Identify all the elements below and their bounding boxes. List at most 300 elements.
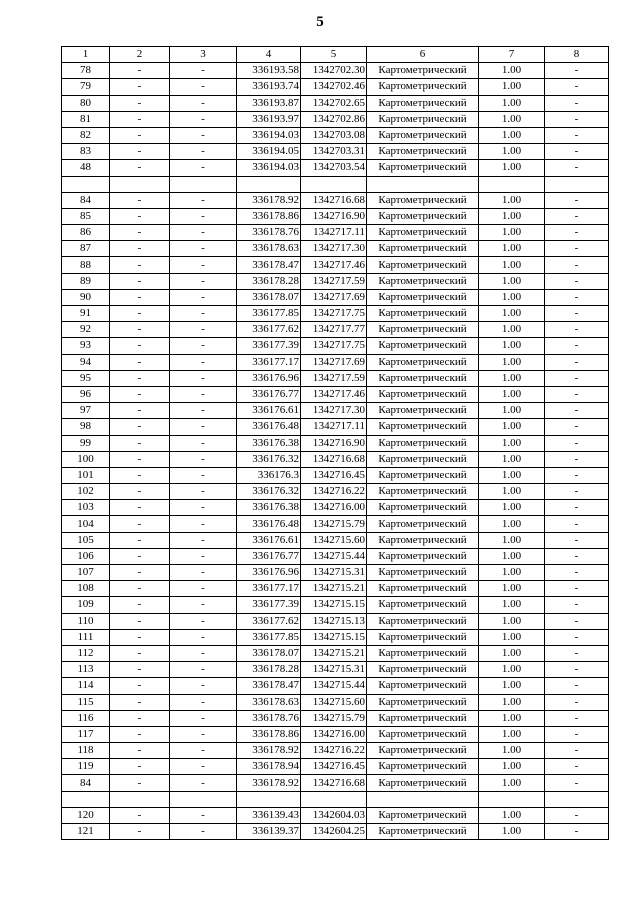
table-cell-col-4: 336139.37 [237, 824, 301, 840]
table-row [62, 500, 609, 516]
table-cell-col-8: - [545, 241, 609, 257]
table-cell-col-7: 1.00 [479, 743, 545, 759]
table-cell-col-1: 92 [62, 322, 110, 338]
table-header-row [62, 47, 609, 63]
table-row [62, 225, 609, 241]
table-cell-col-1: 100 [62, 451, 110, 467]
table-cell-col-8: - [545, 419, 609, 435]
table-cell-col-8: - [545, 500, 609, 516]
table-row [62, 419, 609, 435]
column-header-6: 6 [367, 47, 479, 63]
table-cell-col-2: - [110, 127, 170, 143]
table-cell-col-5: 1342703.08 [301, 127, 367, 143]
table-cell-col-4 [237, 791, 301, 807]
table-cell-col-2: - [110, 597, 170, 613]
table-cell-col-1: 82 [62, 127, 110, 143]
table-cell-col-6: Картометрический [367, 581, 479, 597]
table-cell-col-7: 1.00 [479, 678, 545, 694]
table-cell-col-6 [367, 791, 479, 807]
table-row [62, 451, 609, 467]
table-cell-col-5: 1342717.46 [301, 386, 367, 402]
table-cell-col-8: - [545, 532, 609, 548]
table-cell-col-1: 101 [62, 467, 110, 483]
table-cell-col-3 [170, 176, 237, 192]
table-cell-col-4: 336176.61 [237, 532, 301, 548]
table-cell-col-7: 1.00 [479, 208, 545, 224]
table-cell-col-4: 336176.77 [237, 386, 301, 402]
table-cell-col-7: 1.00 [479, 759, 545, 775]
table-cell-col-5: 1342716.00 [301, 726, 367, 742]
table-cell-col-5: 1342717.59 [301, 273, 367, 289]
table-cell-col-1: 116 [62, 710, 110, 726]
table-row [62, 435, 609, 451]
table-cell-col-6: Картометрический [367, 79, 479, 95]
table-cell-col-5: 1342717.11 [301, 225, 367, 241]
table-cell-col-6: Картометрический [367, 160, 479, 176]
table-cell-col-8: - [545, 273, 609, 289]
table-cell-col-5: 1342717.59 [301, 370, 367, 386]
table-cell-col-2: - [110, 710, 170, 726]
table-cell-col-1: 84 [62, 775, 110, 791]
table-cell-col-8: - [545, 192, 609, 208]
table-cell-col-2: - [110, 63, 170, 79]
table-cell-col-8: - [545, 435, 609, 451]
table-cell-col-3: - [170, 743, 237, 759]
table-row [62, 710, 609, 726]
table-cell-col-7: 1.00 [479, 338, 545, 354]
table-row [62, 192, 609, 208]
table-cell-col-4: 336178.92 [237, 743, 301, 759]
table-cell-col-5: 1342715.79 [301, 516, 367, 532]
table-cell-col-7: 1.00 [479, 403, 545, 419]
table-cell-col-2: - [110, 95, 170, 111]
table-cell-col-8: - [545, 581, 609, 597]
table-cell-col-1: 117 [62, 726, 110, 742]
table-cell-col-3: - [170, 111, 237, 127]
table-cell-col-2 [110, 791, 170, 807]
table-cell-col-5: 1342716.90 [301, 435, 367, 451]
table-cell-col-6: Картометрический [367, 403, 479, 419]
table-cell-col-5: 1342715.79 [301, 710, 367, 726]
table-cell-col-8: - [545, 370, 609, 386]
table-cell-col-6: Картометрический [367, 257, 479, 273]
table-row [62, 824, 609, 840]
table-cell-col-3: - [170, 273, 237, 289]
table-cell-col-5: 1342716.90 [301, 208, 367, 224]
table-cell-col-2: - [110, 225, 170, 241]
table-row [62, 613, 609, 629]
table-cell-col-3: - [170, 532, 237, 548]
table-cell-col-7 [479, 176, 545, 192]
table-cell-col-4: 336193.97 [237, 111, 301, 127]
table-cell-col-5: 1342604.25 [301, 824, 367, 840]
table-cell-col-4: 336176.38 [237, 500, 301, 516]
table-cell-col-2 [110, 176, 170, 192]
table-row [62, 79, 609, 95]
table-cell-col-6: Картометрический [367, 354, 479, 370]
table-separator-row [62, 176, 609, 192]
table-cell-col-8: - [545, 208, 609, 224]
table-cell-col-4: 336176.38 [237, 435, 301, 451]
table-row [62, 662, 609, 678]
table-cell-col-7: 1.00 [479, 694, 545, 710]
table-cell-col-3: - [170, 726, 237, 742]
table-cell-col-3: - [170, 759, 237, 775]
table-cell-col-2: - [110, 160, 170, 176]
table-cell-col-3: - [170, 678, 237, 694]
table-cell-col-6: Картометрический [367, 548, 479, 564]
table-cell-col-6: Картометрический [367, 629, 479, 645]
table-cell-col-5: 1342717.11 [301, 419, 367, 435]
table-cell-col-2: - [110, 694, 170, 710]
table-cell-col-6: Картометрический [367, 95, 479, 111]
table-cell-col-4: 336178.92 [237, 192, 301, 208]
table-cell-col-8: - [545, 322, 609, 338]
table-cell-col-2: - [110, 192, 170, 208]
table-cell-col-8: - [545, 694, 609, 710]
table-cell-col-4: 336176.96 [237, 565, 301, 581]
table-cell-col-4: 336178.47 [237, 257, 301, 273]
table-cell-col-1: 109 [62, 597, 110, 613]
table-cell-col-2: - [110, 338, 170, 354]
table-cell-col-5: 1342715.15 [301, 629, 367, 645]
table-cell-col-3: - [170, 79, 237, 95]
table-cell-col-2: - [110, 273, 170, 289]
table-cell-col-6: Картометрический [367, 678, 479, 694]
table-cell-col-8: - [545, 613, 609, 629]
table-cell-col-5: 1342702.46 [301, 79, 367, 95]
table-cell-col-4: 336177.85 [237, 629, 301, 645]
table-cell-col-3: - [170, 435, 237, 451]
table-cell-col-1: 81 [62, 111, 110, 127]
table-cell-col-4: 336178.94 [237, 759, 301, 775]
table-cell-col-1: 96 [62, 386, 110, 402]
table-cell-col-7: 1.00 [479, 241, 545, 257]
table-cell-col-7: 1.00 [479, 144, 545, 160]
table-cell-col-7: 1.00 [479, 500, 545, 516]
table-separator-row [62, 791, 609, 807]
table-cell-col-4: 336177.62 [237, 322, 301, 338]
table-cell-col-1: 83 [62, 144, 110, 160]
table-cell-col-4: 336139.43 [237, 807, 301, 823]
table-cell-col-7: 1.00 [479, 565, 545, 581]
table-cell-col-1 [62, 791, 110, 807]
table-cell-col-5: 1342716.45 [301, 759, 367, 775]
table-cell-col-7: 1.00 [479, 257, 545, 273]
column-header-5: 5 [301, 47, 367, 63]
table-cell-col-4: 336193.58 [237, 63, 301, 79]
table-cell-col-1: 88 [62, 257, 110, 273]
table-cell-col-5: 1342715.44 [301, 678, 367, 694]
table-cell-col-6: Картометрический [367, 743, 479, 759]
table-cell-col-3: - [170, 306, 237, 322]
table-cell-col-7: 1.00 [479, 79, 545, 95]
table-cell-col-5: 1342716.68 [301, 192, 367, 208]
table-cell-col-1: 87 [62, 241, 110, 257]
table-cell-col-4: 336176.48 [237, 419, 301, 435]
column-header-2: 2 [110, 47, 170, 63]
table-cell-col-3: - [170, 370, 237, 386]
table-cell-col-8: - [545, 597, 609, 613]
table-row [62, 807, 609, 823]
table-cell-col-6: Картометрический [367, 306, 479, 322]
table-cell-col-4: 336178.76 [237, 710, 301, 726]
table-cell-col-2: - [110, 241, 170, 257]
table-cell-col-1: 115 [62, 694, 110, 710]
table-cell-col-1: 86 [62, 225, 110, 241]
table-cell-col-6: Картометрический [367, 726, 479, 742]
table-cell-col-2: - [110, 386, 170, 402]
table-cell-col-1: 80 [62, 95, 110, 111]
table-cell-col-5: 1342715.31 [301, 565, 367, 581]
table-cell-col-7: 1.00 [479, 354, 545, 370]
column-header-7: 7 [479, 47, 545, 63]
table-cell-col-8: - [545, 354, 609, 370]
table-cell-col-3: - [170, 694, 237, 710]
table-cell-col-1: 118 [62, 743, 110, 759]
table-cell-col-1: 113 [62, 662, 110, 678]
table-row [62, 160, 609, 176]
table-cell-col-5: 1342717.46 [301, 257, 367, 273]
column-header-4: 4 [237, 47, 301, 63]
table-cell-col-7: 1.00 [479, 225, 545, 241]
coordinates-table [61, 46, 609, 840]
table-cell-col-7 [479, 791, 545, 807]
table-cell-col-7: 1.00 [479, 370, 545, 386]
table-cell-col-7: 1.00 [479, 111, 545, 127]
table-cell-col-4: 336193.74 [237, 79, 301, 95]
table-cell-col-3: - [170, 354, 237, 370]
table-row [62, 370, 609, 386]
table-cell-col-6: Картометрический [367, 111, 479, 127]
table-cell-col-6: Картометрический [367, 322, 479, 338]
table-cell-col-2: - [110, 403, 170, 419]
table-cell-col-2: - [110, 79, 170, 95]
table-cell-col-2: - [110, 516, 170, 532]
table-cell-col-6: Картометрический [367, 565, 479, 581]
table-cell-col-6: Картометрический [367, 338, 479, 354]
table-row [62, 257, 609, 273]
table-cell-col-8: - [545, 403, 609, 419]
table-cell-col-5: 1342715.13 [301, 613, 367, 629]
table-cell-col-2: - [110, 451, 170, 467]
table-cell-col-8: - [545, 306, 609, 322]
table-cell-col-4: 336178.47 [237, 678, 301, 694]
table-cell-col-1: 93 [62, 338, 110, 354]
table-cell-col-6 [367, 176, 479, 192]
table-cell-col-6: Картометрический [367, 241, 479, 257]
table-cell-col-3 [170, 791, 237, 807]
table-cell-col-2: - [110, 306, 170, 322]
table-cell-col-3: - [170, 548, 237, 564]
table-cell-col-2: - [110, 419, 170, 435]
table-cell-col-5 [301, 791, 367, 807]
table-cell-col-3: - [170, 662, 237, 678]
table-cell-col-4: 336194.03 [237, 127, 301, 143]
table-cell-col-6: Картометрический [367, 225, 479, 241]
table-cell-col-6: Картометрический [367, 613, 479, 629]
table-cell-col-1: 78 [62, 63, 110, 79]
table-row [62, 63, 609, 79]
table-cell-col-1: 107 [62, 565, 110, 581]
table-cell-col-5: 1342604.03 [301, 807, 367, 823]
table-cell-col-4 [237, 176, 301, 192]
table-cell-col-2: - [110, 565, 170, 581]
table-cell-col-8: - [545, 710, 609, 726]
table-cell-col-2: - [110, 678, 170, 694]
table-cell-col-5: 1342717.30 [301, 403, 367, 419]
table-cell-col-4: 336177.85 [237, 306, 301, 322]
table-cell-col-4: 336177.39 [237, 338, 301, 354]
table-cell-col-8: - [545, 726, 609, 742]
table-cell-col-8: - [545, 386, 609, 402]
table-row [62, 403, 609, 419]
table-cell-col-7: 1.00 [479, 662, 545, 678]
table-cell-col-6: Картометрический [367, 645, 479, 661]
table-cell-col-8: - [545, 484, 609, 500]
table-cell-col-8: - [545, 565, 609, 581]
table-cell-col-2: - [110, 500, 170, 516]
table-cell-col-7: 1.00 [479, 386, 545, 402]
table-cell-col-4: 336176.3 [237, 467, 301, 483]
table-cell-col-5: 1342716.22 [301, 743, 367, 759]
table-cell-col-4: 336178.63 [237, 694, 301, 710]
table-cell-col-2: - [110, 354, 170, 370]
table-cell-col-3: - [170, 192, 237, 208]
table-row [62, 289, 609, 305]
table-row [62, 565, 609, 581]
table-row [62, 95, 609, 111]
table-cell-col-7: 1.00 [479, 548, 545, 564]
table-cell-col-3: - [170, 386, 237, 402]
table-cell-col-3: - [170, 775, 237, 791]
table-cell-col-3: - [170, 322, 237, 338]
table-cell-col-2: - [110, 662, 170, 678]
table-cell-col-2: - [110, 370, 170, 386]
table-cell-col-8: - [545, 807, 609, 823]
table-cell-col-5: 1342715.44 [301, 548, 367, 564]
table-cell-col-1: 95 [62, 370, 110, 386]
table-cell-col-5: 1342702.65 [301, 95, 367, 111]
table-cell-col-8: - [545, 678, 609, 694]
table-cell-col-8 [545, 791, 609, 807]
table-cell-col-7: 1.00 [479, 467, 545, 483]
table-cell-col-1: 84 [62, 192, 110, 208]
table-cell-col-8: - [545, 95, 609, 111]
table-cell-col-6: Картометрический [367, 467, 479, 483]
table-cell-col-6: Картометрический [367, 775, 479, 791]
table-cell-col-7: 1.00 [479, 192, 545, 208]
table-cell-col-3: - [170, 629, 237, 645]
table-cell-col-5: 1342715.31 [301, 662, 367, 678]
table-cell-col-8: - [545, 824, 609, 840]
table-cell-col-6: Картометрический [367, 435, 479, 451]
table-cell-col-5: 1342715.21 [301, 581, 367, 597]
table-cell-col-8: - [545, 743, 609, 759]
table-cell-col-5: 1342716.68 [301, 775, 367, 791]
table-cell-col-1: 110 [62, 613, 110, 629]
table-row [62, 775, 609, 791]
table-cell-col-7: 1.00 [479, 95, 545, 111]
table-cell-col-1 [62, 176, 110, 192]
table-cell-col-5: 1342716.22 [301, 484, 367, 500]
table-cell-col-5: 1342717.77 [301, 322, 367, 338]
table-cell-col-6: Картометрический [367, 484, 479, 500]
table-cell-col-1: 108 [62, 581, 110, 597]
table-cell-col-7: 1.00 [479, 613, 545, 629]
table-cell-col-6: Картометрический [367, 63, 479, 79]
table-cell-col-8: - [545, 759, 609, 775]
table-cell-col-7: 1.00 [479, 322, 545, 338]
table-cell-col-2: - [110, 208, 170, 224]
table-row [62, 645, 609, 661]
table-cell-col-3: - [170, 63, 237, 79]
table-cell-col-6: Картометрический [367, 370, 479, 386]
table-row [62, 743, 609, 759]
table-cell-col-1: 102 [62, 484, 110, 500]
table-row [62, 581, 609, 597]
table-row [62, 386, 609, 402]
table-cell-col-4: 336178.07 [237, 289, 301, 305]
table-cell-col-6: Картометрический [367, 759, 479, 775]
table-cell-col-2: - [110, 759, 170, 775]
table-cell-col-2: - [110, 645, 170, 661]
table-row [62, 532, 609, 548]
table-cell-col-1: 103 [62, 500, 110, 516]
table-cell-col-4: 336194.03 [237, 160, 301, 176]
table-cell-col-5: 1342716.45 [301, 467, 367, 483]
table-cell-col-8 [545, 176, 609, 192]
table-cell-col-2: - [110, 629, 170, 645]
table-cell-col-1: 112 [62, 645, 110, 661]
table-cell-col-1: 120 [62, 807, 110, 823]
table-cell-col-1: 91 [62, 306, 110, 322]
table-cell-col-1: 111 [62, 629, 110, 645]
table-cell-col-1: 85 [62, 208, 110, 224]
table-cell-col-6: Картометрический [367, 597, 479, 613]
table-cell-col-4: 336178.07 [237, 645, 301, 661]
table-cell-col-4: 336178.86 [237, 726, 301, 742]
table-cell-col-3: - [170, 484, 237, 500]
table-cell-col-1: 90 [62, 289, 110, 305]
table-cell-col-5: 1342702.30 [301, 63, 367, 79]
table-cell-col-1: 114 [62, 678, 110, 694]
table-cell-col-1: 79 [62, 79, 110, 95]
table-cell-col-8: - [545, 63, 609, 79]
table-cell-col-4: 336178.86 [237, 208, 301, 224]
table-cell-col-6: Картометрический [367, 662, 479, 678]
table-cell-col-6: Картометрический [367, 419, 479, 435]
page-number: 5 [316, 14, 324, 30]
table-cell-col-6: Картометрический [367, 192, 479, 208]
table-cell-col-1: 99 [62, 435, 110, 451]
table-cell-col-8: - [545, 79, 609, 95]
table-cell-col-4: 336177.17 [237, 581, 301, 597]
table-cell-col-6: Картометрический [367, 710, 479, 726]
table-cell-col-5: 1342715.15 [301, 597, 367, 613]
table-cell-col-3: - [170, 225, 237, 241]
table-cell-col-7: 1.00 [479, 289, 545, 305]
table-cell-col-2: - [110, 484, 170, 500]
table-cell-col-3: - [170, 208, 237, 224]
table-row [62, 144, 609, 160]
table-cell-col-4: 336178.28 [237, 273, 301, 289]
table-cell-col-7: 1.00 [479, 484, 545, 500]
table-cell-col-3: - [170, 565, 237, 581]
table-cell-col-7: 1.00 [479, 516, 545, 532]
table-cell-col-8: - [545, 127, 609, 143]
table-row [62, 241, 609, 257]
